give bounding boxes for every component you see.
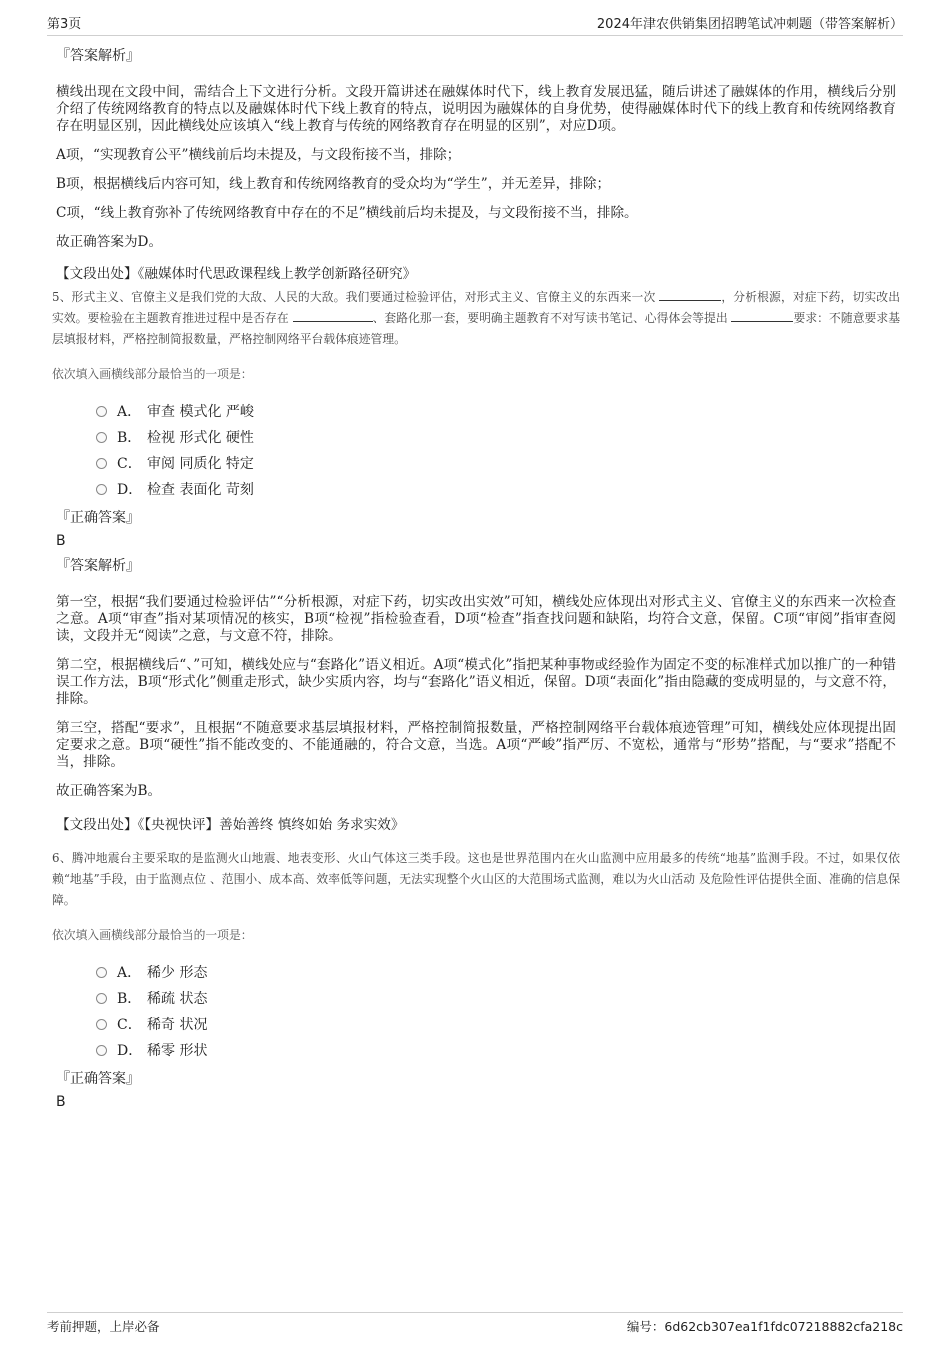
q5-option-b[interactable]: B． 检视 形式化 硬性 (96, 424, 896, 450)
radio-button-icon[interactable] (96, 484, 107, 495)
q4-analysis-label: 『答案解析』 (56, 48, 140, 64)
q5-analysis-para: 故正确答案为B。 (56, 783, 162, 799)
radio-button-icon[interactable] (96, 406, 107, 417)
radio-button-icon[interactable] (96, 432, 107, 443)
q5-question: 5、形式主义、官僚主义是我们党的大敌、人民的大敌。我们要通过检验评估，对形式主义、官僚主义的东西来一次 ，分析根源，对症下药，切实改出实效。要检验在主题教育推进过程中是否存在 、套路化那一套，要明确主题教育不对写读书笔记、心得体会等提出 要求：不随意要求基层填报材料，严格控制简报数量，严格控制网络平台载体痕迹管理。 (52, 290, 900, 346)
page-content (52, 40, 900, 1111)
page-footer (47, 1312, 903, 1336)
q6-option-b[interactable]: B． 稀疏 状态 (96, 985, 896, 1011)
q5-option-c[interactable]: C． 审阅 同质化 特定 (96, 450, 896, 476)
q5-prompt: 依次填入画横线部分最恰当的一项是： (52, 367, 253, 381)
q5-analysis-para: 第一空，根据“我们要通过检验评估”“分析根源，对症下药，切实改出实效”可知，横线处应体现出对形式主义、官僚主义的东西来一次检查之意。A项“审查”指对某项情况的核实，B项“检视”指检验查看，D项“检查”指查找问题和缺陷，均符合文意，保留。C项“审阅”指审查阅读，文段并无“阅读”之意，与文意不符，排除。 (56, 594, 896, 644)
q6-options (96, 959, 896, 1063)
q4-analysis-para: B项，根据横线后内容可知，线上教育和传统网络教育的受众均为“学生”，并无差异，排除； (56, 176, 611, 192)
radio-button-icon[interactable] (96, 993, 107, 1004)
q5-answer: B (56, 533, 66, 549)
q5-options (96, 398, 896, 502)
q5-analysis-para: 第二空，根据横线后“、”可知，横线处应与“套路化”语义相近。A项“模式化”指把某种事物或经验作为固定不变的标准样式加以推广的一种错误工作方法，B项“形式化”侧重走形式，缺少实质内容，均与“套路化”语义相近，保留。D项“表面化”指由隐藏的变成明显的，与文意不符，排除。 (56, 657, 896, 707)
q4-source: 【文段出处】《融媒体时代思政课程线上教学创新路径研究》 (56, 266, 417, 282)
fill-blank (659, 288, 721, 301)
q5-option-d[interactable]: D． 检查 表面化 苛刻 (96, 476, 896, 502)
document-title: 2024年津农供销集团招聘笔试冲刺题（带答案解析） (596, 16, 903, 32)
q6-answer-label: 『正确答案』 (56, 1071, 140, 1087)
q4-analysis-para: 横线出现在文段中间，需结合上下文进行分析。文段开篇讲述在融媒体时代下，线上教育发展迅猛，随后讲述了融媒体的作用，横线后分别介绍了传统网络教育的特点以及融媒体时代下线上教育的特点，说明因为融媒体的自身优势，使得融媒体时代下的线上教育和传统网络教育存在明显区别，因此横线处应该填入“线上教育与传统的网络教育存在明显的区别”，对应D项。 (56, 84, 896, 134)
radio-button-icon[interactable] (96, 458, 107, 469)
q4-analysis-para: A项，“实现教育公平”横线前后均未提及，与文段衔接不当，排除； (56, 147, 461, 163)
q6-option-c[interactable]: C． 稀奇 状况 (96, 1011, 896, 1037)
radio-button-icon[interactable] (96, 1045, 107, 1056)
page-header (47, 12, 903, 36)
q5-analysis-para: 第三空，搭配“要求”，且根据“不随意要求基层填报材料，严格控制简报数量，严格控制网络平台载体痕迹管理”可知，横线处应体现提出固定要求之意。B项“硬性”指不能改变的、不能通融的，符合文意，当选。A项“严峻”指严厉、不宽松，通常与“形势”搭配，与“要求”搭配不当，排除。 (56, 720, 896, 770)
radio-button-icon[interactable] (96, 967, 107, 978)
q5-answer-label: 『正确答案』 (56, 510, 140, 526)
page-number: 第3页 (47, 16, 82, 32)
document-id: 编号：6d62cb307ea1f1fdc07218882cfa218c (626, 1319, 903, 1334)
q5-option-a[interactable]: A． 审查 模式化 严峻 (96, 398, 896, 424)
q5-analysis-label: 『答案解析』 (56, 558, 140, 574)
q6-option-d[interactable]: D． 稀零 形状 (96, 1037, 896, 1063)
footer-slogan: 考前押题，上岸必备 (47, 1319, 160, 1334)
fill-blank (293, 309, 373, 322)
q4-analysis-para: 故正确答案为D。 (56, 234, 163, 250)
q6-prompt: 依次填入画横线部分最恰当的一项是： (52, 928, 253, 942)
q6-option-a[interactable]: A． 稀少 形态 (96, 959, 896, 985)
radio-button-icon[interactable] (96, 1019, 107, 1030)
q6-question: 6、腾冲地震台主要采取的是监测火山地震、地表变形、火山气体这三类手段。这也是世界范围内在火山监测中应用最多的传统“地基”监测手段。不过，如果仅依赖“地基”手段，由于监测点位 、范围小、成本高、效率低等问题，无法实现整个火山区的大范围场式监测，难以为火山活动 及危险性评估提供全面、准确的信息保障。 (52, 851, 900, 907)
q5-source: 【文段出处】《【央视快评】善始善终 慎终如始 务求实效》 (56, 817, 405, 833)
fill-blank (731, 309, 793, 322)
q4-analysis-para: C项，“线上教育弥补了传统网络教育中存在的不足”横线前后均未提及，与文段衔接不当，排除。 (56, 205, 638, 221)
q6-answer: B (56, 1094, 66, 1110)
